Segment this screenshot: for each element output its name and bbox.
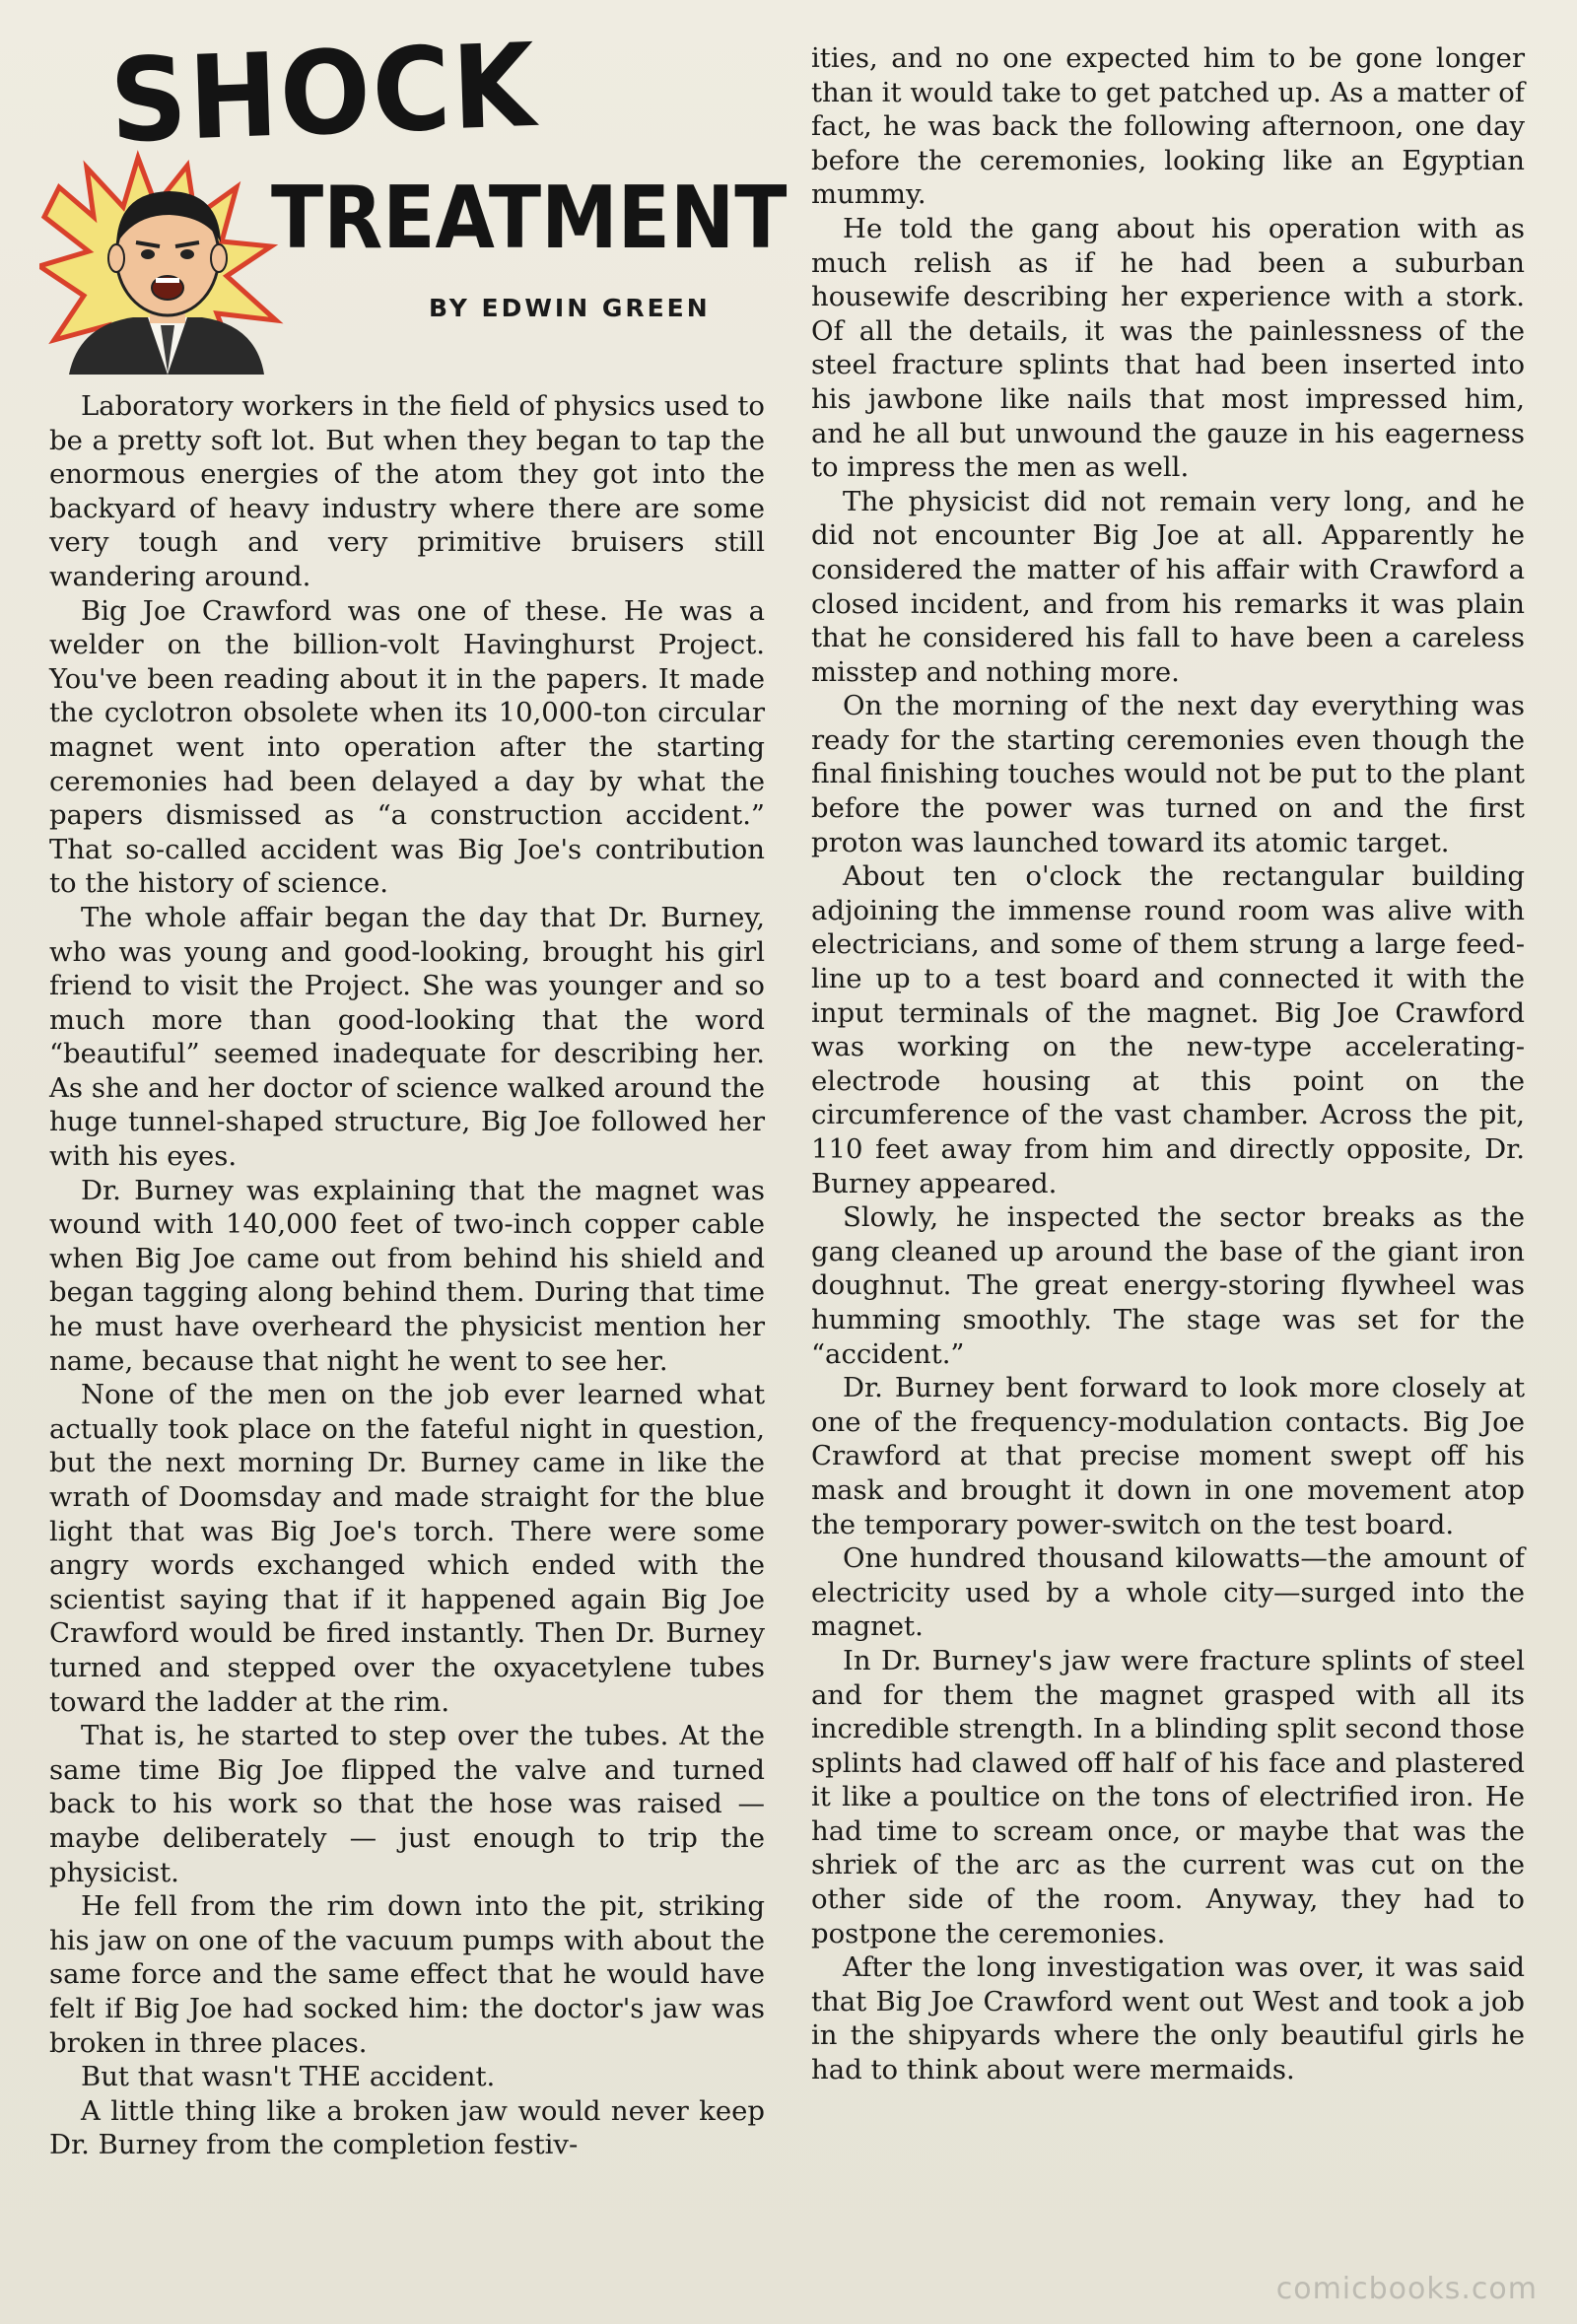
title-block [39,19,788,375]
byline: BY EDWIN GREEN [429,294,711,322]
paragraph: Big Joe Crawford was one of these. He was a welder on the billion-volt Havinghurst Project. You've been reading about it in the papers. It made the cyclotron obsolete when its 10,000-ton circular magnet went into operation after the starting ceremonies had been delayed a day by what the papers dismissed as “a construction accident.” That so-called accident was Big Joe's contribution to the history of science. [49,594,765,900]
paragraph: Dr. Burney bent forward to look more closely at one of the frequency-modulation contacts. Big Joe Crawford at that precise moment swept off his mask and brought it down in one movement atop the temporary power-switch on the test board. [811,1372,1525,1540]
title-line-1: SHOCK [107,19,539,170]
paragraph: That is, he started to step over the tubes. At the same time Big Joe flipped the valve and turned back to his work so that the hose was raised — maybe deliberately — just enough to trip the physicist. [49,1720,765,1888]
paragraph: About ten o'clock the rectangular building adjoining the immense round room was alive with electricians, and some of them strung a large feed-line up to a test board and connected it with the input terminals of the magnet. Big Joe Crawford was working on the new-type accelerating-electrode housing at this point on the circumference of the vast chamber. Across the pit, 110 feet away from him and directly opposite, Dr. Burney appeared. [811,860,1525,1199]
paragraph: He told the gang about his operation with as much relish as if he had been a suburban housewife describing her experience with a stork. Of all the details, it was the painlessness of the steel fracture splints that had been inserted into his jawbone like nails that most impressed him, and he all but unwound the gauze in his eagerness to impress the men as well. [811,212,1525,484]
paragraph: Laboratory workers in the field of physics used to be a pretty soft lot. But when they began to tap the enormous energies of the atom they got into the backyard of heavy industry where there are some very tough and very primitive bruisers still wandering around. [49,390,765,592]
paragraph: Dr. Burney was explaining that the magnet was wound with 140,000 feet of two-inch copper cable when Big Joe came out from behind his shield and began tagging along behind them. During that time he must have overheard the physicist mention her name, because that night he went to see her. [49,1174,765,1377]
right-column [811,41,1525,2087]
paragraph: Slowly, he inspected the sector breaks as the gang cleaned up around the base of the giant iron doughnut. The great energy-storing flywheel was humming smoothly. The stage was set for the “accident.” [811,1201,1525,1370]
paragraph: ities, and no one expected him to be gone longer than it would take to get patched up. As a matter of fact, he was back the following afternoon, one day before the ceremonies, looking like an Egyptian mummy. [811,42,1525,211]
paragraph: A little thing like a broken jaw would never keep Dr. Burney from the completion festiv- [49,2094,765,2161]
paragraph: The whole affair began the day that Dr. Burney, who was young and good-looking, brought his girl friend to visit the Project. She was younger and so much more than good-looking that the word “beautiful” seemed inadequate for describing her. As she and her doctor of science walked around the huge tunnel-shaped structure, Big Joe followed her with his eyes. [49,901,765,1173]
paragraph: After the long investigation was over, it was said that Big Joe Crawford went out West and took a job in the shipyards where the only beautiful girls he had to think about were mermaids. [811,1951,1525,2086]
title-line-2: TREATMENT [271,169,788,269]
paragraph: On the morning of the next day everything was ready for the starting ceremonies even though the final finishing touches would not be put to the plant before the power was turned on and the first proton was launched toward its atomic target. [811,690,1525,858]
left-column [49,389,765,2162]
watermark: comicbooks.com [1275,2272,1538,2306]
paragraph: In Dr. Burney's jaw were fracture splints of steel and for them the magnet grasped with all its incredible strength. In a blinding split second those splints had clawed off half of his face and plastered it like a poultice on the tons of electrified iron. He had time to scream once, or maybe that was the shriek of the arc as the current was cut on the other side of the room. Anyway, they had to postpone the ceremonies. [811,1644,1525,1949]
portrait-illustration [39,148,296,375]
paragraph: One hundred thousand kilowatts—the amount of electricity used by a whole city—surged into the magnet. [811,1542,1525,1643]
paragraph: But that wasn't THE accident. [81,2061,496,2093]
paragraph: None of the men on the job ever learned what actually took place on the fateful night in question, but the next morning Dr. Burney came in like the wrath of Doomsday and made straight for the blue light that was Big Joe's torch. There were some angry words exchanged which ended with the scientist saying that if it happened again Big Joe Crawford would be fired instantly. Then Dr. Burney turned and stepped over the oxyacetylene tubes toward the ladder at the rim. [49,1379,765,1718]
paragraph: He fell from the rim down into the pit, striking his jaw on one of the vacuum pumps with about the same force and the same effect that he would have felt if Big Joe had socked him: the doctor's jaw was broken in three places. [49,1890,765,2059]
paragraph: The physicist did not remain very long, and he did not encounter Big Joe at all. Apparently he considered the matter of his affair with Crawford a closed incident, and from his remarks it was plain that he considered his fall to have been a careless misstep and nothing more. [811,485,1525,688]
